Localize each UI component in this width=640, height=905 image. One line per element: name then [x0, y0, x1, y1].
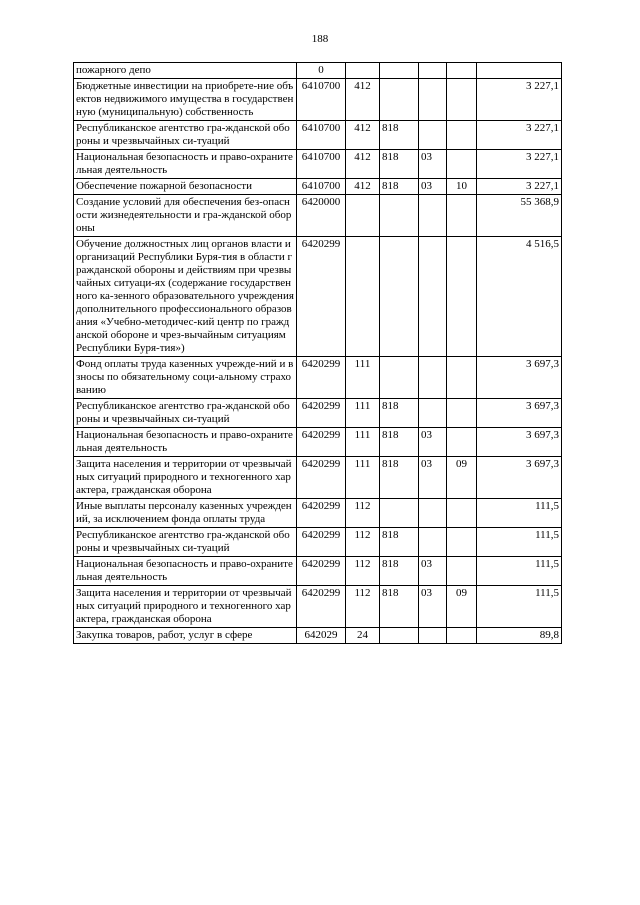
cell-expense-type: 412 [346, 121, 380, 150]
cell-name: Защита населения и территории от чрезвычайных ситуаций природного и техногенного характера, гражданская оборона [74, 457, 297, 499]
cell-name: пожарного депо [74, 63, 297, 79]
table-row [74, 628, 562, 644]
cell-name: Фонд оплаты труда казенных учрежде-ний и взносы по обязательному соци-альному страхованию [74, 357, 297, 399]
cell-target-article: 6410700 [297, 121, 346, 150]
cell-subsection: 10 [447, 179, 477, 195]
cell-section [419, 357, 447, 399]
cell-amount: 3 227,1 [477, 121, 562, 150]
cell-name: Закупка товаров, работ, услуг в сфере [74, 628, 297, 644]
cell-ministry-code [380, 63, 419, 79]
table-row [74, 557, 562, 586]
cell-target-article: 6410700 [297, 150, 346, 179]
cell-expense-type: 112 [346, 528, 380, 557]
cell-section [419, 79, 447, 121]
cell-target-article: 6420299 [297, 528, 346, 557]
cell-section: 03 [419, 150, 447, 179]
cell-subsection [447, 150, 477, 179]
cell-target-article: 6420299 [297, 237, 346, 357]
cell-expense-type: 412 [346, 79, 380, 121]
cell-section: 03 [419, 557, 447, 586]
cell-amount: 55 368,9 [477, 195, 562, 237]
cell-name: Национальная безопасность и право-охранительная деятельность [74, 428, 297, 457]
table-row [74, 457, 562, 499]
cell-target-article: 6420299 [297, 428, 346, 457]
cell-expense-type: 112 [346, 586, 380, 628]
cell-subsection [447, 237, 477, 357]
cell-expense-type [346, 237, 380, 357]
cell-target-article: 6420299 [297, 557, 346, 586]
cell-target-article: 0 [297, 63, 346, 79]
cell-expense-type: 111 [346, 357, 380, 399]
cell-section [419, 121, 447, 150]
cell-target-article: 6420000 [297, 195, 346, 237]
cell-name: Обучение должностных лиц органов власти и организаций Республики Буря-тия в области гражданской обороны и действиям при чрезвычайных ситуаци-ях (содержание государственного ка-зенного образовательного учреждения дополнительного профессионального образования «Учебно-методичес-кий центр по гражданской обороне и чрез-вычайным ситуациям Республики Буря-тия») [74, 237, 297, 357]
cell-target-article: 6410700 [297, 79, 346, 121]
cell-amount [477, 63, 562, 79]
cell-name: Республиканское агентство гра-жданской обороны и чрезвычайных си-туаций [74, 399, 297, 428]
cell-ministry-code: 818 [380, 428, 419, 457]
cell-section: 03 [419, 586, 447, 628]
cell-subsection [447, 357, 477, 399]
table-row [74, 195, 562, 237]
cell-subsection [447, 79, 477, 121]
cell-ministry-code [380, 195, 419, 237]
cell-subsection [447, 121, 477, 150]
budget-table [73, 62, 562, 644]
cell-expense-type [346, 63, 380, 79]
table-row [74, 499, 562, 528]
cell-amount: 4 516,5 [477, 237, 562, 357]
cell-ministry-code: 818 [380, 121, 419, 150]
cell-ministry-code [380, 79, 419, 121]
cell-amount: 3 697,3 [477, 457, 562, 499]
cell-target-article: 6420299 [297, 399, 346, 428]
table-row [74, 357, 562, 399]
cell-ministry-code: 818 [380, 557, 419, 586]
cell-target-article: 6420299 [297, 499, 346, 528]
cell-target-article: 6420299 [297, 357, 346, 399]
cell-section: 03 [419, 179, 447, 195]
cell-subsection [447, 195, 477, 237]
cell-section: 03 [419, 428, 447, 457]
cell-subsection: 09 [447, 457, 477, 499]
cell-expense-type: 111 [346, 457, 380, 499]
cell-name: Национальная безопасность и право-охранительная деятельность [74, 150, 297, 179]
cell-amount: 3 227,1 [477, 179, 562, 195]
table-row [74, 63, 562, 79]
cell-section [419, 499, 447, 528]
cell-amount: 89,8 [477, 628, 562, 644]
cell-target-article: 6420299 [297, 586, 346, 628]
cell-expense-type: 111 [346, 399, 380, 428]
cell-subsection [447, 428, 477, 457]
cell-ministry-code: 818 [380, 150, 419, 179]
cell-subsection [447, 499, 477, 528]
cell-section: 03 [419, 457, 447, 499]
cell-amount: 111,5 [477, 557, 562, 586]
cell-ministry-code [380, 499, 419, 528]
cell-section [419, 399, 447, 428]
table-row [74, 428, 562, 457]
cell-target-article: 642029 [297, 628, 346, 644]
cell-expense-type: 412 [346, 150, 380, 179]
cell-name: Защита населения и территории от чрезвычайных ситуаций природного и техногенного характера, гражданская оборона [74, 586, 297, 628]
cell-expense-type: 111 [346, 428, 380, 457]
cell-name: Обеспечение пожарной безопасности [74, 179, 297, 195]
cell-ministry-code [380, 357, 419, 399]
cell-subsection [447, 628, 477, 644]
cell-section [419, 528, 447, 557]
cell-name: Национальная безопасность и право-охранительная деятельность [74, 557, 297, 586]
table-row [74, 150, 562, 179]
cell-amount: 111,5 [477, 586, 562, 628]
cell-subsection [447, 557, 477, 586]
cell-section [419, 195, 447, 237]
cell-section [419, 63, 447, 79]
cell-section [419, 628, 447, 644]
cell-expense-type [346, 195, 380, 237]
cell-ministry-code: 818 [380, 399, 419, 428]
cell-ministry-code: 818 [380, 586, 419, 628]
cell-ministry-code [380, 628, 419, 644]
page-number: 188 [311, 33, 329, 45]
table-row [74, 528, 562, 557]
cell-amount: 3 697,3 [477, 357, 562, 399]
table-row [74, 237, 562, 357]
cell-name: Создание условий для обеспечения без-опасности жизнедеятельности и гра-жданской обороны [74, 195, 297, 237]
table-row [74, 121, 562, 150]
cell-subsection [447, 63, 477, 79]
cell-expense-type: 24 [346, 628, 380, 644]
cell-subsection [447, 399, 477, 428]
cell-ministry-code [380, 237, 419, 357]
cell-amount: 111,5 [477, 528, 562, 557]
cell-ministry-code: 818 [380, 457, 419, 499]
table-row [74, 79, 562, 121]
cell-expense-type: 112 [346, 557, 380, 586]
table-row [74, 179, 562, 195]
cell-expense-type: 412 [346, 179, 380, 195]
cell-amount: 3 227,1 [477, 150, 562, 179]
cell-expense-type: 112 [346, 499, 380, 528]
cell-ministry-code: 818 [380, 179, 419, 195]
cell-amount: 3 697,3 [477, 428, 562, 457]
cell-ministry-code: 818 [380, 528, 419, 557]
cell-amount: 111,5 [477, 499, 562, 528]
budget-table-body [74, 63, 562, 644]
table-row [74, 586, 562, 628]
cell-amount: 3 227,1 [477, 79, 562, 121]
cell-subsection [447, 528, 477, 557]
cell-name: Иные выплаты персоналу казенных учреждений, за исключением фонда оплаты труда [74, 499, 297, 528]
cell-target-article: 6420299 [297, 457, 346, 499]
cell-name: Республиканское агентство гра-жданской обороны и чрезвычайных си-туаций [74, 121, 297, 150]
cell-name: Республиканское агентство гра-жданской обороны и чрезвычайных си-туаций [74, 528, 297, 557]
table-row [74, 399, 562, 428]
cell-section [419, 237, 447, 357]
cell-amount: 3 697,3 [477, 399, 562, 428]
cell-subsection: 09 [447, 586, 477, 628]
cell-name: Бюджетные инвестиции на приобрете-ние объектов недвижимого имущества в государственную (муниципальную) собственность [74, 79, 297, 121]
cell-target-article: 6410700 [297, 179, 346, 195]
